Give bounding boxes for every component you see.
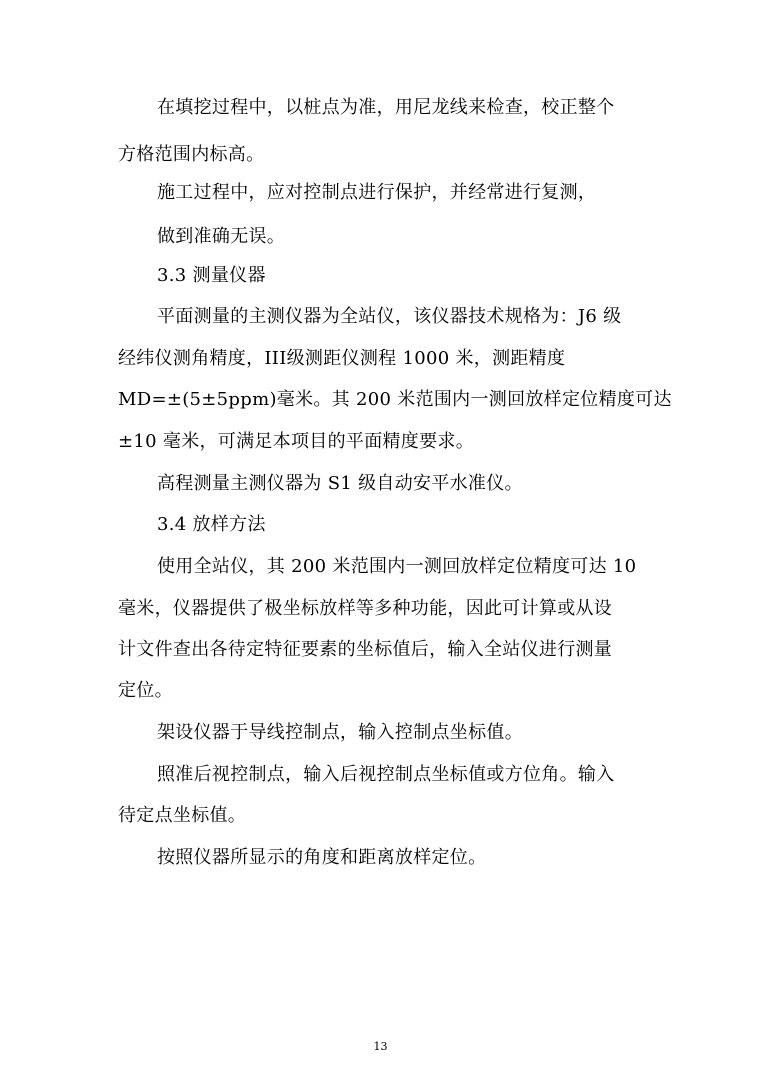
- page-number: 13: [373, 1040, 388, 1053]
- text-line-14: 计文件查出各待定特征要素的坐标值后，输入全站仪进行测量: [118, 639, 613, 660]
- text-line-18: 待定点坐标值。: [118, 805, 247, 826]
- text-line-19: 按照仪器所显示的角度和距离放样定位。: [157, 847, 487, 868]
- text-line-2: 方格范围内标高。: [118, 144, 265, 165]
- text-line-12: 使用全站仪，其 200 米范围内一测回放样定位精度可达 10: [157, 556, 637, 577]
- text-line-6: 平面测量的主测仪器为全站仪，该仪器技术规格为：J6 级: [157, 306, 622, 327]
- text-line-16: 架设仪器于导线控制点，输入控制点坐标值。: [157, 722, 523, 743]
- text-line-7: 经纬仪测角精度，III级测距仪测程 1000 米，测距精度: [118, 348, 566, 369]
- text-line-17: 照准后视控制点，输入后视控制点坐标值或方位角。输入: [157, 764, 615, 785]
- text-line-1: 在填挖过程中，以桩点为准，用尼龙线来检查，校正整个: [157, 97, 615, 118]
- text-line-15: 定位。: [118, 680, 173, 701]
- text-line-9: ±10 毫米，可满足本项目的平面精度要求。: [118, 431, 475, 452]
- text-line-8: MD=±(5±5ppm)毫米。其 200 米范围内一测回放样定位精度可达: [118, 389, 672, 410]
- section-heading-3-3: 3.3 测量仪器: [157, 265, 266, 286]
- text-line-4: 做到准确无误。: [157, 226, 286, 247]
- text-line-3: 施工过程中，应对控制点进行保护，并经常进行复测，: [157, 182, 597, 203]
- section-heading-3-4: 3.4 放样方法: [157, 514, 266, 535]
- text-line-10: 高程测量主测仪器为 S1 级自动安平水准仪。: [157, 473, 523, 494]
- text-line-13: 毫米，仪器提供了极坐标放样等多种功能，因此可计算或从设: [118, 598, 613, 619]
